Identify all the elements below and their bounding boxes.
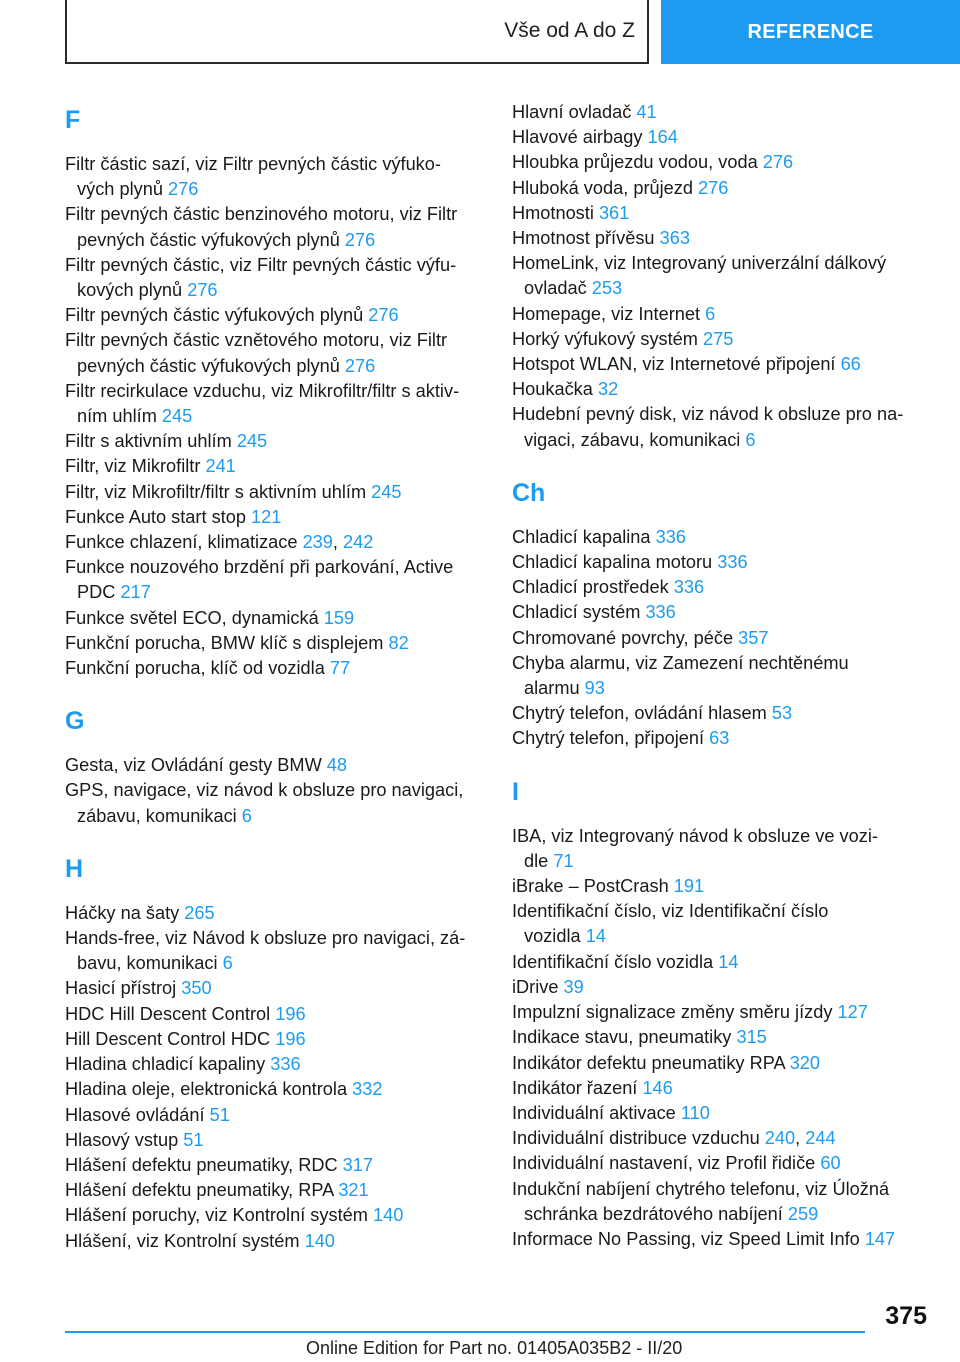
index-entry [65,1128,480,1153]
index-entry-text: iBrake – PostCrash [512,876,669,897]
page-reference-link[interactable]: 276 [344,229,376,250]
index-entry [512,575,932,600]
index-entry [65,778,480,828]
page-reference-link[interactable]: 265 [184,902,215,923]
index-entry [512,824,932,874]
index-entry-text: Chladicí kapalina [512,526,651,547]
index-entry-text: Chladicí kapalina motoru [512,552,713,573]
index-entry [512,899,932,949]
page-reference-link[interactable]: 140 [304,1230,335,1251]
index-entry-text: Identifikační číslo, viz Identifikační číslo [512,901,829,922]
index-entry [512,1101,932,1126]
page-reference-link[interactable]: 242 [343,532,374,553]
page-reference-link[interactable]: 63 [709,728,730,749]
page-reference-link[interactable]: 32 [597,379,619,400]
index-entry [65,480,480,505]
index-entry [512,1025,932,1050]
index-entry [65,152,480,202]
index-entry [65,505,480,530]
index-entry [512,651,932,701]
header-section-tab [65,0,649,64]
index-entry [65,1229,480,1254]
page-reference-link[interactable]: 159 [323,607,355,628]
index-entry-text: Hlasový vstup [65,1129,179,1150]
index-entry-text: Individuální aktivace [512,1102,676,1123]
index-entry-text: Horký výfukový systém [512,328,698,349]
index-entry-text: Hladina chladicí kapaliny [65,1054,266,1075]
page-reference-link[interactable]: 276 [187,280,218,301]
page-reference-link[interactable]: 6 [222,953,233,974]
index-entry-text: HDC Hill Descent Control [65,1003,271,1024]
footer-divider [65,1331,865,1333]
page-reference-link[interactable]: 51 [183,1129,204,1150]
index-entry [512,726,932,751]
page-reference-link[interactable]: 276 [762,152,794,173]
page-reference-link[interactable]: 320 [789,1052,821,1073]
index-entry [512,975,932,1000]
index-entry-text: Indukční nabíjení chytrého telefonu, viz Úložná [512,1178,890,1199]
index-entry-text: vých plynů [77,179,163,200]
index-entry [65,926,480,976]
index-entry-text: Filtr pevných částic výfukových plynů [65,305,364,326]
index-entry-text: Informace No Passing, viz Speed Limit Info [512,1228,860,1249]
index-entry-text: Chytrý telefon, ovládání hlasem [512,703,767,724]
index-entry-text: ovladač [524,278,587,299]
index-letter-heading: H [65,854,84,883]
index-entry-text: Funkční porucha, klíč od vozidla [65,658,325,679]
index-entry [512,302,932,327]
page-reference-link[interactable]: 276 [168,179,199,200]
index-entry [512,1227,932,1252]
index-entry-text: Identifikační číslo vozidla [512,951,714,972]
index-entry-text: Filtr, viz Mikrofiltr/filtr s aktivním uhlím [65,481,367,502]
page-reference-link[interactable]: 275 [703,328,734,349]
header-chapter-tab [661,0,960,64]
index-entry-text: GPS, navigace, viz návod k obsluze pro navigaci, [65,780,464,801]
index-entry-text: bavu, komunikaci [77,953,218,974]
index-entry-text: Hlášení defektu pneumatiky, RDC [65,1154,338,1175]
index-column-left [65,100,480,1254]
index-entry [512,1000,932,1025]
index-entry-text: Hlášení poruchy, viz Kontrolní systém [65,1205,368,1226]
page-reference-link[interactable]: 60 [820,1153,841,1174]
index-entry [65,379,480,429]
page-reference-link[interactable]: 6 [241,805,252,826]
index-entry-text: Filtr pevných částic vznětového motoru, viz Filtr [65,330,448,351]
index-entry-text: pevných částic výfukových plynů [77,229,340,250]
index-entry-text: Houkačka [512,379,593,400]
page-reference-link[interactable]: 196 [275,1003,306,1024]
index-entry [65,303,480,328]
index-entry-text: Funkce chlazení, klimatizace [65,532,298,553]
index-entry-text: iDrive [512,976,559,997]
index-entry [512,1051,932,1076]
index-entry-text: Hladina oleje, elektronická kontrola [65,1079,348,1100]
page-reference-link[interactable]: 147 [864,1228,896,1249]
page-reference-link[interactable]: 253 [591,278,623,299]
index-entry [65,202,480,252]
index-entry [65,429,480,454]
page-reference-link[interactable]: 336 [270,1054,301,1075]
page-reference-link[interactable]: 191 [673,876,705,897]
page-reference-link[interactable]: 146 [642,1077,673,1098]
index-entry-text: Hudební pevný disk, viz návod k obsluze pro na- [512,404,904,425]
index-entry-text: vozidla [524,926,581,947]
index-entry-text: zábavu, komunikaci [77,805,237,826]
page-reference-link[interactable]: 321 [338,1180,369,1201]
index-entry [512,251,932,301]
page-reference-link[interactable]: 51 [209,1104,230,1125]
index-entry: Funkce chlazení, klimatizace 239, 242 [65,532,374,553]
page-reference-link[interactable]: 6 [705,303,716,324]
page-reference-link[interactable]: 357 [738,627,769,648]
page-reference-link[interactable]: 363 [659,228,690,249]
page-reference-link[interactable]: 259 [787,1203,819,1224]
index-entry [512,100,932,125]
index-entry-text: Hluboká voda, průjezd [512,177,693,198]
page-reference-link[interactable]: 66 [840,354,861,375]
page-reference-link[interactable]: 110 [680,1102,710,1123]
page-reference-link[interactable]: 336 [673,577,705,598]
index-entry [512,550,932,575]
index-entry-text: Hlavní ovladač [512,102,632,122]
index-entry-text: Homepage, viz Internet [512,303,701,324]
page-reference-link[interactable]: 276 [698,177,729,198]
page-reference-link[interactable]: 82 [388,632,409,653]
index-entry-text: schránka bezdrátového nabíjení [524,1203,783,1224]
index-entry-text: Chytrý telefon, připojení [512,728,705,749]
index-entry-text: Hmotnost přívěsu [512,228,655,249]
index-entry [65,1178,480,1203]
page-reference-link[interactable]: 245 [371,481,402,502]
page-reference-link[interactable]: 332 [352,1079,383,1100]
index-entry-text: Funkce nouzového brzdění při parkování, Active [65,557,454,578]
page-reference-link[interactable]: 53 [771,703,793,724]
index-entry-text: Hotspot WLAN, viz Internetové připojení [512,354,836,375]
page-reference-link[interactable]: 196 [275,1028,306,1049]
page-reference-link[interactable]: 350 [181,978,212,999]
index-entry-text: HomeLink, viz Integrovaný univerzální dálkový [512,253,887,274]
index-entry-text: Gesta, viz Ovládání gesty BMW [65,755,322,776]
index-entry [512,1151,932,1176]
index-entry-text: Hmotnosti [512,202,594,223]
index-letter-heading: F [65,106,81,134]
page-reference-link[interactable]: 241 [205,456,236,477]
index-entry [65,1203,480,1228]
index-entry [65,454,480,479]
index-entry-text: kových plynů [77,280,183,301]
page-reference-link[interactable]: 14 [718,951,739,972]
page-reference-link[interactable]: 315 [736,1027,767,1048]
page-reference-link[interactable]: 41 [636,102,657,122]
page-reference-link[interactable]: 336 [645,602,676,623]
page-reference-link[interactable]: 244 [805,1128,836,1149]
page-reference-link[interactable]: 71 [553,850,574,871]
index-entry-text: Filtr částic sazí, viz Filtr pevných částic výfuko- [65,154,441,174]
index-entry-text: Individuální nastavení, viz Profil řidiče [512,1153,816,1174]
index-entry-text: alarmu [524,678,580,699]
page-reference-link[interactable]: 121 [251,506,282,527]
index-entry [65,753,480,778]
index-letter-heading: G [65,707,85,736]
index-entry-text: Hill Descent Control HDC [65,1028,271,1049]
page-reference-link[interactable]: 164 [647,127,678,148]
index-entry-text: Impulzní signalizace změny směru jízdy [512,1002,833,1023]
index-entry [512,226,932,251]
page-reference-link[interactable]: 93 [584,678,605,699]
index-entry [65,606,480,631]
footer-edition: Online Edition for Part no. 01405A035B2 - II/20 [306,1338,683,1358]
index-entry [65,1153,480,1178]
index-entry-text: Hlasové ovládání [65,1104,205,1125]
page-number: 375 [885,1302,927,1330]
page-reference-link[interactable]: 361 [598,202,630,223]
index-entry [512,402,932,452]
index-entry-text: Hloubka průjezdu vodou, voda [512,152,758,173]
index-entry [65,631,480,656]
index-entry-text: Individuální distribuce vzduchu [512,1128,760,1149]
index-entry [512,201,932,226]
index-entry-text: Filtr s aktivním uhlím [65,431,232,452]
index-entry-text: Hasicí přístroj [65,978,177,999]
index-entry-text: Indikace stavu, pneumatiky [512,1027,732,1048]
index-entry-text: Chladicí systém [512,602,641,623]
index-entry-text: Filtr pevných částic benzinového motoru, viz Filtr [65,204,458,225]
index-entry [512,950,932,975]
index-entry-text: IBA, viz Integrovaný návod k obsluze ve vozi- [512,825,878,846]
page-reference-link[interactable]: 140 [372,1205,404,1226]
page-reference-link[interactable]: 245 [161,406,193,427]
index-entry-text: Filtr, viz Mikrofiltr [65,456,201,477]
index-entry-text: PDC [77,582,116,603]
index-entry-text: Chyba alarmu, viz Zamezení nechtěnému [512,652,849,673]
page-reference-link[interactable]: 276 [368,305,399,326]
index-entry [512,352,932,377]
index-entry [512,874,932,899]
index-entry-text: Indikátor defektu pneumatiky RPA [512,1052,785,1073]
index-entry [512,525,932,550]
index-entry-text: vigaci, zábavu, komunikaci [524,429,741,450]
page-reference-link[interactable]: 245 [236,431,268,452]
index-entry-text: dle [524,850,549,871]
index-entry [512,701,932,726]
index-entry [512,125,932,150]
index-entry [512,600,932,625]
index-entry-text: Filtr recirkulace vzduchu, viz Mikrofiltr/filtr s aktiv- [65,380,460,401]
index-entry [512,626,932,651]
index-entry-text: Chromované povrchy, péče [512,627,734,648]
index-entry [65,1002,480,1027]
page-reference-link[interactable]: 239 [302,532,333,553]
index-entry [512,1177,932,1227]
page-reference-link[interactable]: 240 [764,1128,796,1149]
index-entry [512,377,932,402]
page-reference-link[interactable]: 276 [344,355,376,376]
page-reference-link[interactable]: 77 [329,658,351,679]
header-section-title: Vše od A do Z [504,19,635,42]
index-letter-heading: I [512,777,519,806]
index-entry [65,1103,480,1128]
index-entry [65,1077,480,1102]
index-entry-text: ním uhlím [77,406,157,427]
header-chapter-title: REFERENCE [747,20,874,43]
index-entry-text: Filtr pevných částic, viz Filtr pevných částic výfu- [65,254,457,275]
index-entry-text: Funkce Auto start stop [65,506,246,527]
index-entry-text: Hlavové airbagy [512,127,643,148]
index-entry-text: Hands-free, viz Návod k obsluze pro navigaci, zá- [65,928,466,949]
index-entry [65,976,480,1001]
index-entry [512,176,932,201]
page-reference-link[interactable]: 217 [120,582,151,603]
index-entry [65,1052,480,1077]
index-entry-text: Funkční porucha, BMW klíč s displejem [65,632,384,653]
page-reference-link[interactable]: 317 [342,1154,374,1175]
index-entry [65,901,480,926]
index-entry [512,327,932,352]
page-reference-link[interactable]: 336 [717,552,748,573]
page-reference-link[interactable]: 48 [326,755,348,776]
index-entry-text: Chladicí prostředek [512,577,669,598]
page-reference-link[interactable]: 127 [837,1002,868,1023]
index-entry [65,328,480,378]
index-column-right [512,100,932,1252]
page-reference-link[interactable]: 14 [585,926,606,947]
index-letter-heading: Ch [512,478,546,507]
index-entry-text: Indikátor řazení [512,1077,638,1098]
index-entry [512,150,932,175]
page-reference-link[interactable]: 39 [563,976,584,997]
index-entry [65,656,480,681]
page-reference-link[interactable]: 6 [745,429,756,450]
index-entry-text: pevných částic výfukových plynů [77,355,340,376]
index-entry [65,1027,480,1052]
index-entry [512,1076,932,1101]
index-entry: Individuální distribuce vzduchu 240, 244 [512,1128,836,1149]
index-entry [65,253,480,303]
index-entry-text: Háčky na šaty [65,902,180,923]
page-reference-link[interactable]: 336 [655,526,686,547]
index-entry-text: Funkce světel ECO, dynamická [65,607,319,628]
index-entry-text: Hlášení, viz Kontrolní systém [65,1230,300,1251]
index-entry [65,555,480,605]
index-entry-text: Hlášení defektu pneumatiky, RPA [65,1180,334,1201]
